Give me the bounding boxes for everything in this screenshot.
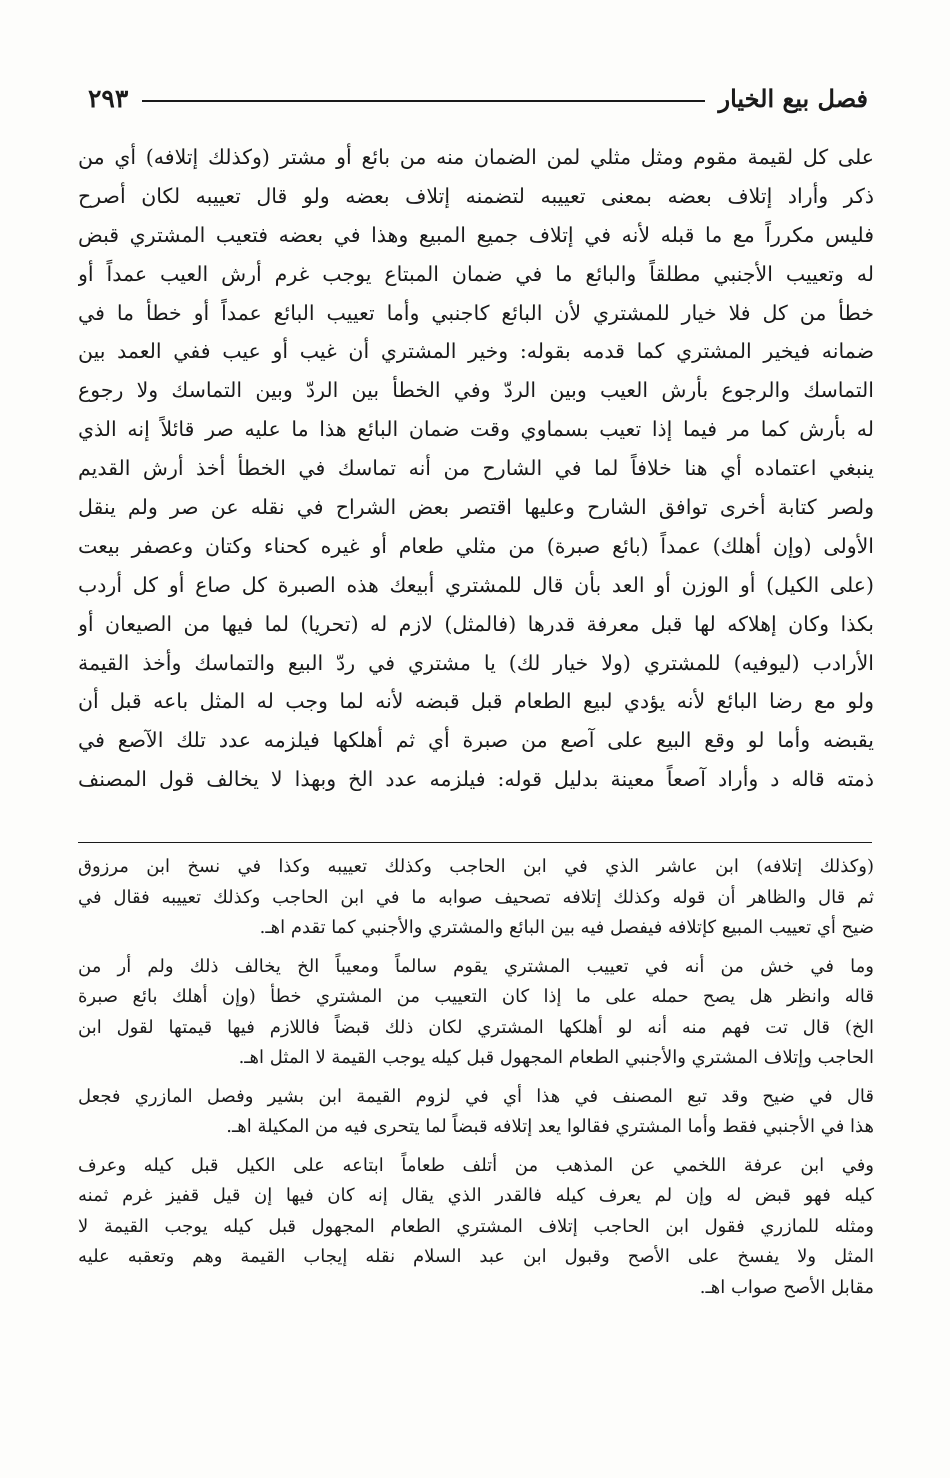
main-text-line: ذكر وأراد إتلاف بعضه بمعنى تعييبه لتضمنه إتلاف بعضه ولو قال تعييبه لكان أصرح <box>78 183 874 208</box>
main-text-line: ضمانه فيخير المشتري كما قدمه بقوله: وخير المشتري أن غيب أو عيب ففي العمد بين <box>78 339 874 364</box>
main-text-line: على كل لقيمة مقوم ومثل مثلي لمن الضمان منه من بائع أو مشتر (وكذلك إتلافه) أي من <box>78 145 874 169</box>
main-text-line: فليس مكرراً مع ما قبله لأنه في إتلاف جميع المبيع وهذا في بعضه فتعيب المشتري قبض <box>78 222 874 247</box>
main-text <box>78 138 874 799</box>
commentary-line: قال في ضيح وقد تبع المصنف في هذا أي في لزوم القيمة ابن بشير وفصل المازري فجعل <box>78 1085 874 1107</box>
commentary-line: الخ) قال تت فهم منه أنه لو أهلكها المشتري لكان ذلك قبضاً فاللازم فيها قيمتها لقول ابن <box>78 1016 874 1038</box>
main-text-line: (على الكيل) أو الوزن أو العد بأن قال للمشتري أبيعك هذه الصبرة كل صاع أو كل أردب <box>78 572 874 597</box>
commentary-paragraph <box>78 852 874 944</box>
commentary-line: وفي ابن عرفة اللخمي عن المذهب من أتلف طعاماً ابتاعه على الكيل قبل كيله وعرف <box>78 1154 874 1176</box>
main-text-line: ذمته قاله د وأراد آصعاً معينة بدليل قوله: فيلزمه عدد الخ وبهذا لا يخالف قول المصنف <box>78 767 874 792</box>
main-text-line: ولو مع رضا البائع لأنه يؤدي لبيع الطعام قبل قبضه لأنه لما وجب له المثل باعه قبل أن <box>78 689 874 714</box>
commentary-line: ثم قال والظاهر أن قوله وكذلك إتلافه تصحيف صوابه ما في ابن الحاجب وكذلك تعييبه فقال في <box>78 886 874 908</box>
main-text-line: ينبغي اعتماده أي هنا خلافاً لما في الشارح من أنه تماسك في الخطأ أخذ أرش القديم <box>78 456 874 481</box>
commentary-line: كيله فهو قبض له وإن لم يعرف كيله فالقدر الذي يقال إنه كان فيها إن قيل قفيز غرم ثمنه <box>78 1185 874 1206</box>
main-text-line: بكذا وكان إهلاكه لها قبل معرفة قدرها (فالمثل) لازم له (تحريا) لما فيها من الصيعان أو <box>78 611 874 636</box>
main-text-line: ولصر كتابة أخرى توافق الشارح وعليها اقتصر بعض الشراح في نقله عن صر ولم ينقل <box>78 495 874 520</box>
commentary-line: وما في خش من أنه في تعييب المشتري يقوم سالماً ومعيباً الخ يخالف ذلك ولم أر من <box>78 955 874 977</box>
commentary-line: ومثله للمازري فقول ابن الحاجب إتلاف المشتري الطعام المجهول قبل كيله يوجب القيمة لا <box>78 1215 874 1237</box>
main-text-line: له بأرش كما مر فيما إذا تعيب بسماوي وقت ضمان البائع هذا ما عليه صر قائلاً إنه الذي <box>78 417 874 442</box>
commentary-line: المثل ولا يفسخ على الأصح وقبول ابن عبد السلام نقله إيجاب القيمة وهم وتعقبه عليه <box>78 1246 874 1267</box>
commentary-line: (وكذلك إتلافه) ابن عاشر الذي في ابن الحاجب وكذلك تعييبه وكذا في نسخ ابن مرزوق <box>78 856 874 877</box>
commentary-paragraph <box>78 1151 874 1304</box>
page-number: ٢٩٣ <box>88 83 129 113</box>
commentary-line: ضيح أي تعييب المبيع كإتلافه فيفصل فيه بين البائع والمشتري والأجنبي كما تقدم اهـ. <box>259 917 874 938</box>
commentary-line: هذا في الأجنبي فقط وأما المشتري فقالوا يعد إتلافه قبضاً لما يتحرى فيه من المكيلة اهـ. <box>226 1116 874 1137</box>
main-text-line: التماسك والرجوع بأرش العيب وبين الردّ وفي الخطأ بين الردّ وبين التماسك ولا رجوع <box>78 378 874 403</box>
main-text-line: الأولى (وإن أهلك) عمداً (بائع صبرة) من مثلي طعام أو غيره كحناء وكتان وعصفر بيعت <box>78 533 874 558</box>
commentary-paragraph <box>78 1082 874 1143</box>
commentary-line: الحاجب وإتلاف المشتري والأجنبي الطعام المجهول قبل كيله يوجب القيمة لا المثل اهـ. <box>238 1047 874 1068</box>
commentary-line: قاله وانظر هل يصح حمله على ما إذا كان التعييب من المشتري خطأ (وإن أهلك بائع صبرة <box>78 986 874 1007</box>
main-text-line: خطأ من كل فلا خيار للمشتري لأن البائع كاجنبي وأما تعييب البائع عمداً أو خطأ ما في <box>78 300 874 325</box>
main-text-line: له وتعييب الأجنبي مطلقاً والبائع ما في ضمان المبتاع يوجب غرم أرش العيب عمداً أو <box>78 261 874 286</box>
commentary-line: مقابل الأصح صواب اهـ. <box>699 1276 874 1298</box>
main-text-line: الأرادب (ليوفيه) للمشتري (ولا خيار لك) يا مشتري في ردّ البيع والتماسك وأخذ القيمة <box>78 650 874 675</box>
footnote-separator <box>78 842 872 843</box>
chapter-title: فصل بيع الخيار <box>718 83 868 113</box>
header-rule <box>142 100 704 102</box>
commentary <box>78 852 874 1311</box>
main-text-line: يقبضه وأما لو وقع البيع على آصع من صبرة أي ثم أهلكها فيلزمه عدد تلك الآصع في <box>78 728 874 753</box>
page-header <box>88 80 868 116</box>
commentary-paragraph <box>78 952 874 1074</box>
